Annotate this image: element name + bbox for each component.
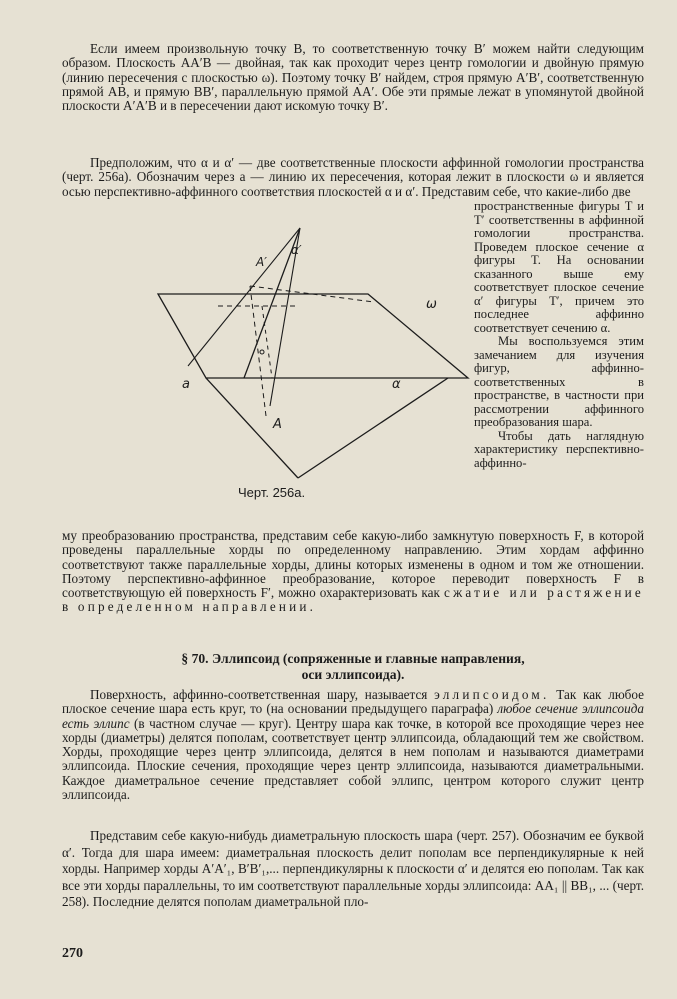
s70-p1-mid: Так как любое плоское сечение шара есть круг, то (на основании предыдущего параграфа) — [62, 687, 644, 717]
point-mark — [260, 350, 264, 354]
label-a-prime: A′ — [256, 255, 267, 269]
after-figure-paragraph — [62, 529, 644, 615]
wrap-paragraph-1: пространственные фигуры T и T′ соответственны в аффинной гомологии пространства. Проведем плоское сечение α фигуры T. На основании сказанного выше ему соответствует плоское сечение α′ фигуры T′, причем это последнее аффинно соответствует сечению α. — [474, 199, 644, 335]
section-heading-line-2: оси эллипсоида). — [301, 666, 405, 682]
intro-paragraph-2: Предположим, что α и α′ — две соответственные плоскости аффинной гомологии пространства (черт. 256а). Обозначим через a — линию их пересечения, которая лежит в плоскости ω и является осью перспективно-аффинного соответствия плоскостей α и α′. Представим себе, что какие-либо две — [62, 155, 644, 199]
section-paragraph-1 — [62, 688, 644, 802]
wrap-column — [474, 200, 644, 470]
figure-256a — [148, 206, 478, 491]
s70-p1-end: (в частном случае — круг). Центру шара как точке, в которой все проходящие через нее хорды (диаметры) делятся пополам, соответствует центр эллипсоида, обладающий тем же свойством. Хорды, проходящие через центр эллипсоида, делятся в нем пополам и называются диаметрами эллипсоида. Плоские сечения, проходящие через центр эллипсоида, называются диаметральными. Каждое диаметральное сечение представляет собой эллипс, центром которого служит центр эллипсоида. — [62, 715, 645, 803]
figure-caption: Черт. 256а. — [238, 485, 306, 500]
page-number: 270 — [62, 946, 83, 961]
after-figure-text: му преобразованию пространства, представим себе какую-либо замкнутую поверхность F, в которой проведены параллельные хорды по определенному направлению. Этим хордам аффинно соответствуют также параллельные хорды, длины которых изменены в одном и том же отношении. Поэтому перспективно-аффинное преобразование, которое переводит поверхность F в соответствующую ей поверхность F′, можно охарактеризовать как — [62, 528, 644, 601]
plane-alpha-prime-edge-front — [188, 228, 300, 366]
label-a-point: A — [273, 417, 282, 432]
section-heading — [62, 651, 644, 682]
section-heading-line-1: § 70. Эллипсоид (сопряженные и главные направления, — [181, 651, 525, 666]
plane-alpha-edge-left — [206, 378, 298, 478]
label-a-axis: a — [182, 377, 190, 392]
section-paragraph-2: Представим себе какую-нибудь диаметральную плоскость шара (черт. 257). Обозначим ее буквой α′. Тогда для шара имеем: диаметральная плоскость делит пополам все перпендикулярные к ней хорды. Например хорды A′A′₁, B′B′₁,... перпендикулярны к плоскости α′ и делятся ею пополам. Так как все эти хорды параллельны, то им соответствуют параллельные хорды эллипсоида: AA₁ || BB₁, ... (черт. 258). Последние делятся пополам диаметральной пло- — [62, 828, 644, 910]
s70-p1-spaced: эллипсоидом. — [434, 687, 550, 702]
label-alpha-prime: α′ — [291, 243, 302, 257]
label-omega: ω — [426, 297, 437, 312]
plane-alpha-edge-right — [298, 378, 448, 478]
wrap-paragraph-2: Мы воспользуемся этим замечанием для изучения фигур, аффинно-соответственных в пространстве, в частности при рассмотрении аффинного преобразования шара. — [474, 334, 644, 429]
s70-p1-italic: любое сечение эллипсоида есть эллипс — [62, 701, 644, 731]
s70-p1-start: Поверхность, аффинно-соответственная шару, называется — [90, 687, 428, 702]
wrap-paragraph-3: Чтобы дать наглядную характеристику перспективно-аффинно- — [474, 428, 644, 470]
plane-omega — [158, 294, 468, 378]
after-figure-spaced-text: сжатие или растяжение в определенном направлении. — [62, 585, 644, 615]
intro-paragraph-1: Если имеем произвольную точку B, то соответственную точку B′ можем найти следующим образом. Плоскость AA′B — двойная, так как проходит через центр гомологии и двойную прямую (линию пересечения с плоскостью ω). Поэтому точку B′ найдем, строя прямую A′B′, соответственную прямой AB, и прямую BB′, параллельную прямой AA′. Обе эти прямые лежат в упомянутой двойной плоскости A′A′B и в пересечении дают искомую точку B′. — [62, 41, 644, 114]
label-alpha: α — [392, 377, 401, 392]
